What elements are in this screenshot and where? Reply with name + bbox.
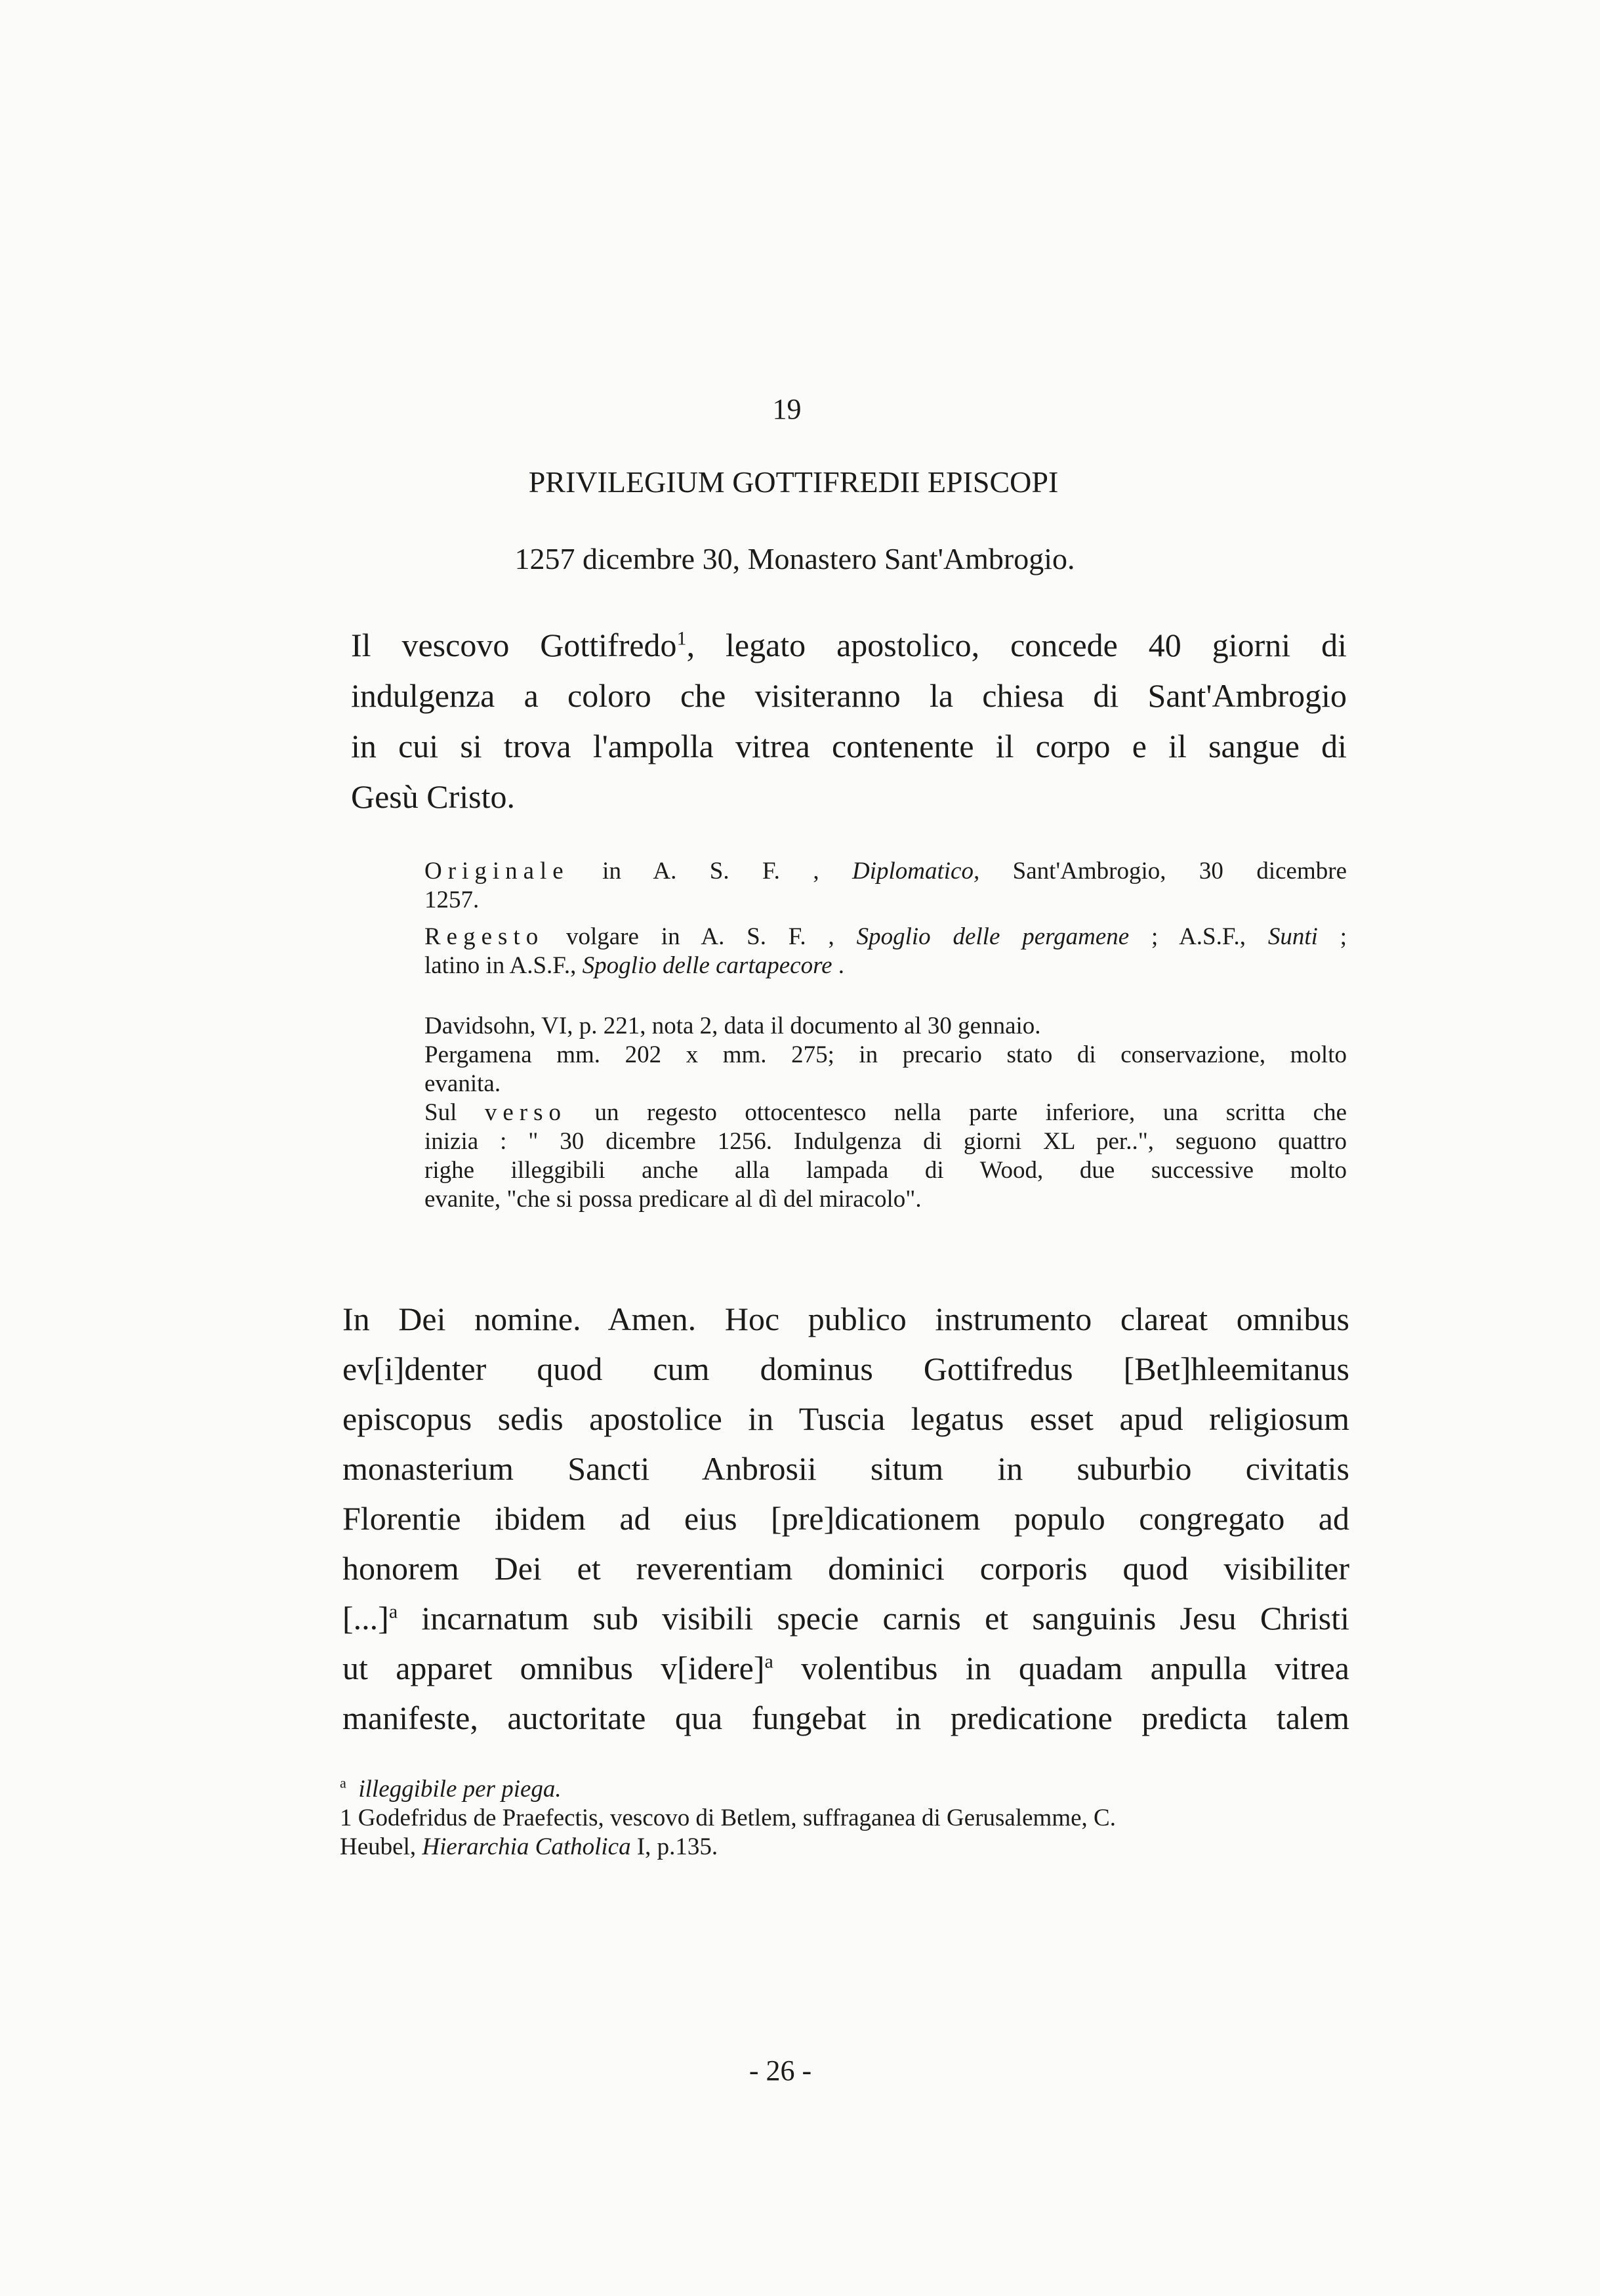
text: incarnatum sub visibili specie carnis et sanguinis Jesu Christi	[398, 1600, 1349, 1637]
text: in A. S. F. ,	[569, 858, 852, 885]
label-regesto: Regesto	[424, 923, 544, 950]
latin-line: episcopus sedis apostolice in Tuscia legatus esset apud religiosum	[342, 1400, 1349, 1437]
footnote-a	[340, 1775, 1363, 1804]
note-line	[424, 923, 1347, 951]
latin-line: Florentie ibidem ad eius [pre]dicationem populo congregato ad	[342, 1500, 1349, 1537]
latin-text	[342, 1294, 1349, 1743]
summary-line: Gesù Cristo.	[351, 778, 515, 815]
latin-line: In Dei nomine. Amen. Hoc publico instrumento clareat omnibus	[342, 1301, 1349, 1337]
text: Diplomatico,	[852, 858, 980, 885]
text: ut apparet omnibus v[idere]	[342, 1650, 765, 1686]
text: latino in A.S.F.,	[424, 952, 583, 979]
latin-line: ev[i]denter quod cum dominus Gottifredus [Bet]hleemitanus	[342, 1350, 1349, 1387]
text: Sant'Ambrogio, 30 dicembre	[979, 858, 1347, 885]
text: Spoglio delle pergamene	[856, 923, 1130, 950]
text: , legato apostolico, concede 40 giorni di	[686, 627, 1347, 663]
document-date: 1257 dicembre 30, Monastero Sant'Ambrogio.	[514, 542, 1075, 575]
page-number: - 26 -	[749, 2055, 812, 2087]
text: ; A.S.F.,	[1129, 923, 1268, 950]
text: volgare in A. S. F. ,	[544, 923, 857, 950]
note-line: Pergamena mm. 202 x mm. 275; in precario stato di conservazione, molto	[424, 1041, 1347, 1068]
summary-line: indulgenza a coloro che visiteranno la chiesa di Sant'Ambrogio	[351, 677, 1347, 714]
summary-line: in cui si trova l'ampolla vitrea contenente il corpo e il sangue di	[351, 728, 1347, 764]
document-title: PRIVILEGIUM GOTTIFREDII EPISCOPI	[528, 465, 1059, 499]
text: [...]	[342, 1600, 389, 1637]
footnote-ref: a	[388, 1600, 398, 1623]
note-line	[424, 857, 1347, 886]
text: Il vescovo Gottifredo	[351, 627, 677, 663]
summary-line	[351, 620, 1347, 671]
note-line	[424, 951, 1347, 980]
note-line: evanite, "che si possa predicare al dì del miracolo".	[424, 1186, 922, 1213]
latin-line: monasterium Sancti Anbrosii situm in suburbio civitatis	[342, 1450, 1349, 1487]
text: Spoglio delle cartapecore	[582, 952, 832, 979]
latin-line: honorem Dei et reverentiam dominici corporis quod visibiliter	[342, 1550, 1349, 1587]
text: .	[832, 952, 845, 979]
text: illeggibile per piega.	[358, 1776, 562, 1803]
footnote-mark: a	[340, 1774, 346, 1791]
text: Hierarchia Catholica	[422, 1833, 631, 1860]
text: Sunti	[1267, 923, 1318, 950]
note-line: Davidsohn, VI, p. 221, nota 2, data il documento al 30 gennaio.	[424, 1012, 1041, 1039]
label-verso: verso	[484, 1099, 567, 1126]
note-line: inizia : " 30 dicembre 1256. Indulgenza di giorni XL per..", seguono quattro	[424, 1128, 1347, 1155]
label-originale: Originale	[424, 858, 569, 885]
document-number: 19	[772, 393, 802, 425]
text: un regesto ottocentesco nella parte inferiore, una scritta che	[567, 1099, 1347, 1126]
archival-notes	[424, 857, 1347, 1214]
text: ;	[1317, 923, 1347, 950]
footnote-ref: 1	[676, 627, 687, 650]
text: volentibus in quadam anpulla vitrea	[773, 1650, 1349, 1686]
footnote-1: 1 Godefridus de Praefectis, vescovo di Betlem, suffraganea di Gerusalemme, C.	[340, 1805, 1116, 1831]
note-line: righe illeggibili anche alla lampada di Wood, due successive molto	[424, 1157, 1347, 1184]
latin-line	[342, 1593, 1349, 1643]
text: Sul	[424, 1099, 485, 1126]
text: Heubel,	[340, 1833, 422, 1860]
note-line: evanita.	[424, 1070, 501, 1097]
latin-line	[342, 1643, 1349, 1693]
note-line	[424, 1098, 1347, 1127]
footnotes	[340, 1775, 1363, 1862]
note-line: 1257.	[424, 887, 480, 913]
summary-paragraph	[351, 620, 1347, 822]
footnote-ref: a	[764, 1650, 773, 1673]
latin-line: manifeste, auctoritate qua fungebat in predicatione predicta talem	[342, 1700, 1349, 1736]
text: I, p.135.	[630, 1833, 718, 1860]
footnote-1-cont	[340, 1833, 1363, 1862]
